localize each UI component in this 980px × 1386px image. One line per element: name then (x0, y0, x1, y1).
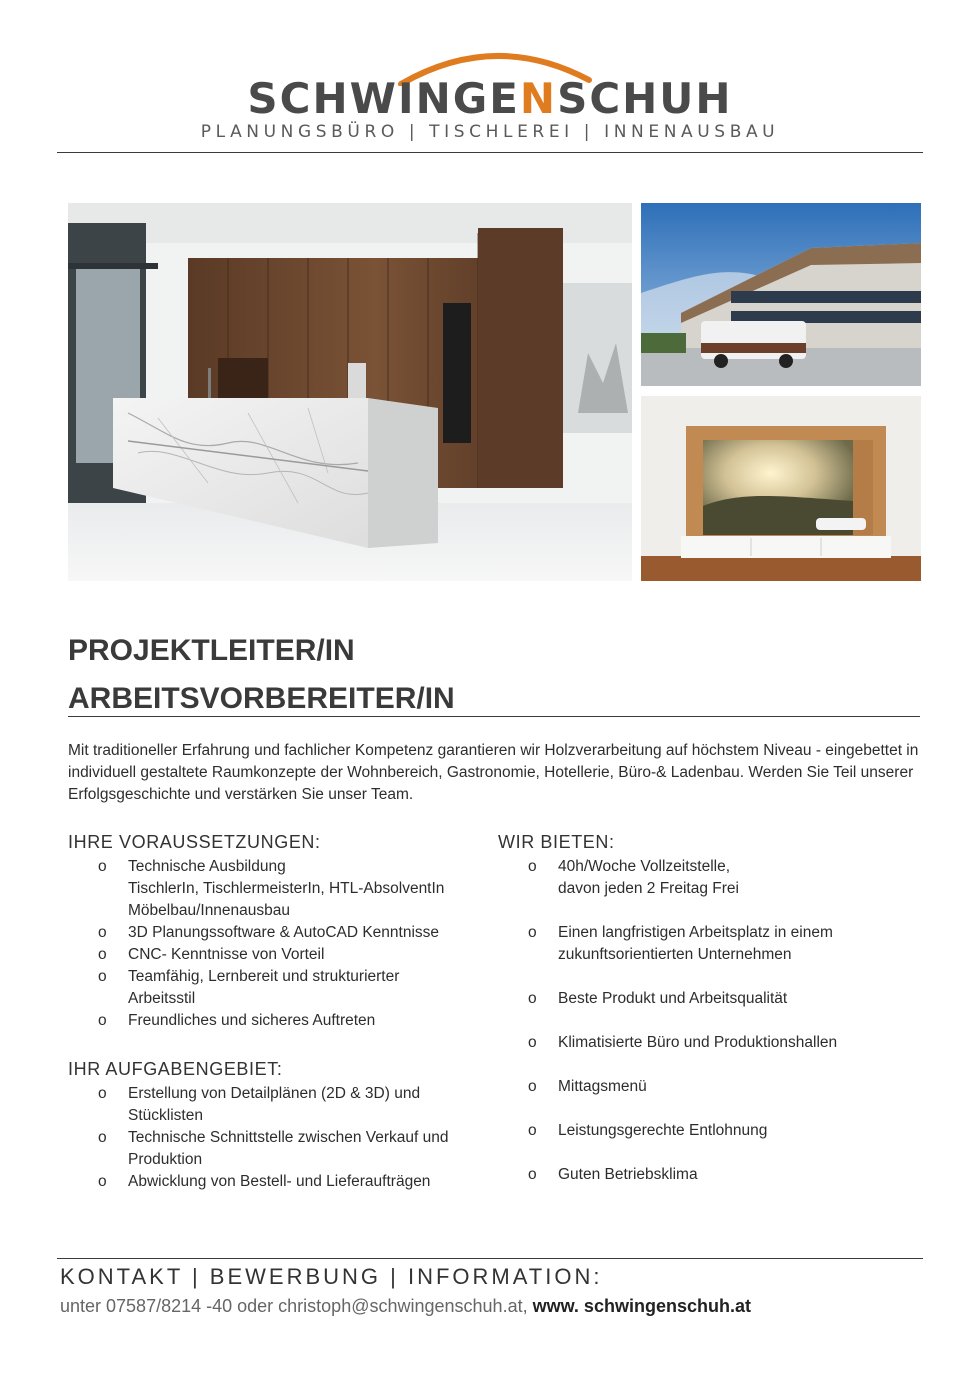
company-logo (0, 36, 980, 148)
offers-item (498, 988, 898, 1010)
bullet-icon: o (528, 1078, 537, 1095)
tasks-item-line: Technische Schnittstelle zwischen Verkauf und (128, 1129, 449, 1146)
tasks-heading: IHR AUFGABENGEBIET: (68, 1059, 283, 1079)
offers-heading: WIR BIETEN: (498, 832, 615, 852)
bullet-icon: o (528, 924, 537, 941)
requirements-list (68, 856, 488, 1032)
requirements-item (68, 1010, 488, 1032)
bullet-icon: o (98, 858, 107, 875)
requirements-item-line: TischlerIn, TischlermeisterIn, HTL-AbsolventIn (128, 880, 445, 897)
requirements-item-line: 3D Planungssoftware & AutoCAD Kenntnisse (128, 924, 440, 941)
building-photo (641, 203, 921, 386)
offers-list (498, 856, 898, 1208)
offers-item-line: Guten Betriebsklima (558, 1166, 698, 1183)
offers-item (498, 1032, 898, 1054)
requirements-item (68, 856, 488, 922)
offers-item-line: Einen langfristigen Arbeitsplatz in einem (558, 924, 833, 941)
requirements-item-line: Möbelbau/Innenausbau (128, 902, 291, 919)
offers-item-line: Mittagsmenü (558, 1078, 647, 1095)
intro-paragraph: Mit traditioneller Erfahrung und fachlicher Kompetenz garantieren wir Holzverarbeitung auf höchstem Niveau - eingebettet in individuell gestaltete Raumkonzepte der Wohnbereich, Gastronomie, Hotellerie, Büro-& Ladenbau. Werden Sie Teil unserer Erfolgsgeschichte und verstärken Sie unser Team. (68, 742, 919, 803)
bullet-icon: o (528, 1034, 537, 1051)
logo-text-part2: SCHUH (557, 74, 733, 123)
bullet-icon: o (98, 1012, 107, 1029)
footer-divider (57, 1258, 923, 1259)
requirements-item-line: Technische Ausbildung (128, 858, 286, 875)
offers-item-line: 40h/Woche Vollzeitstelle, (558, 858, 731, 875)
requirements-item-line: CNC- Kenntnisse von Vorteil (128, 946, 325, 963)
requirements-item (68, 966, 488, 1010)
offers-item-line: Klimatisierte Büro und Produktionshallen (558, 1034, 838, 1051)
offers-item (498, 1164, 898, 1186)
title-divider (68, 716, 920, 717)
tasks-item-line: Stücklisten (128, 1107, 203, 1124)
bullet-icon: o (98, 924, 107, 941)
offers-item-line: zukunftsorientierten Unternehmen (558, 946, 792, 963)
bullet-icon: o (98, 968, 107, 985)
requirements-item-line: Freundliches und sicheres Auftreten (128, 1012, 376, 1029)
bullet-icon: o (98, 1085, 107, 1102)
tasks-item-line: Abwicklung von Bestell- und Lieferaufträgen (128, 1173, 431, 1190)
bullet-icon: o (98, 1129, 107, 1146)
logo-text-accent: N (519, 74, 558, 123)
tasks-item (68, 1083, 488, 1127)
offers-item-line: Beste Produkt und Arbeitsqualität (558, 990, 788, 1007)
logo-text-part1: SCHWINGE (247, 74, 520, 123)
offers-item (498, 1076, 898, 1098)
bullet-icon: o (528, 990, 537, 1007)
tasks-item (68, 1171, 488, 1193)
requirements-item (68, 944, 488, 966)
bullet-icon: o (528, 1122, 537, 1139)
requirements-item-line: Arbeitsstil (128, 990, 196, 1007)
website-link[interactable]: www. schwingenschuh.at (532, 1296, 751, 1316)
requirements-item-line: Teamfähig, Lernbereit und strukturierter (128, 968, 400, 985)
offers-item (498, 1120, 898, 1142)
header-divider (57, 152, 923, 153)
job-title-line2: ARBEITSVORBEREITER/IN (68, 682, 455, 715)
offers-item-line: davon jeden 2 Freitag Frei (558, 880, 739, 897)
job-title-line1: PROJEKTLEITER/IN (68, 634, 355, 667)
kitchen-photo (68, 203, 632, 581)
bullet-icon: o (528, 1166, 537, 1183)
window-nook-photo (641, 396, 921, 581)
logo-wordmark (0, 74, 980, 123)
job-title (68, 627, 455, 723)
tasks-item (68, 1127, 488, 1171)
offers-item (498, 856, 898, 900)
tasks-item-line: Produktion (128, 1151, 203, 1168)
requirements-heading: IHRE VORAUSSETZUNGEN: (68, 832, 321, 852)
tasks-item-line: Erstellung von Detailplänen (2D & 3D) und (128, 1085, 421, 1102)
contact-text: unter 07587/8214 -40 oder christoph@schwingenschuh.at, (60, 1296, 528, 1316)
offers-item-line: Leistungsgerechte Entlohnung (558, 1122, 768, 1139)
bullet-icon: o (98, 946, 107, 963)
requirements-item (68, 922, 488, 944)
contact-line (60, 1296, 751, 1317)
bullet-icon: o (528, 858, 537, 875)
offers-item (498, 922, 898, 966)
tasks-list (68, 1083, 488, 1193)
contact-heading: KONTAKT | BEWERBUNG | INFORMATION: (60, 1264, 603, 1289)
logo-tagline: PLANUNGSBÜRO | TISCHLEREI | INNENAUSBAU (200, 122, 780, 142)
bullet-icon: o (98, 1173, 107, 1190)
